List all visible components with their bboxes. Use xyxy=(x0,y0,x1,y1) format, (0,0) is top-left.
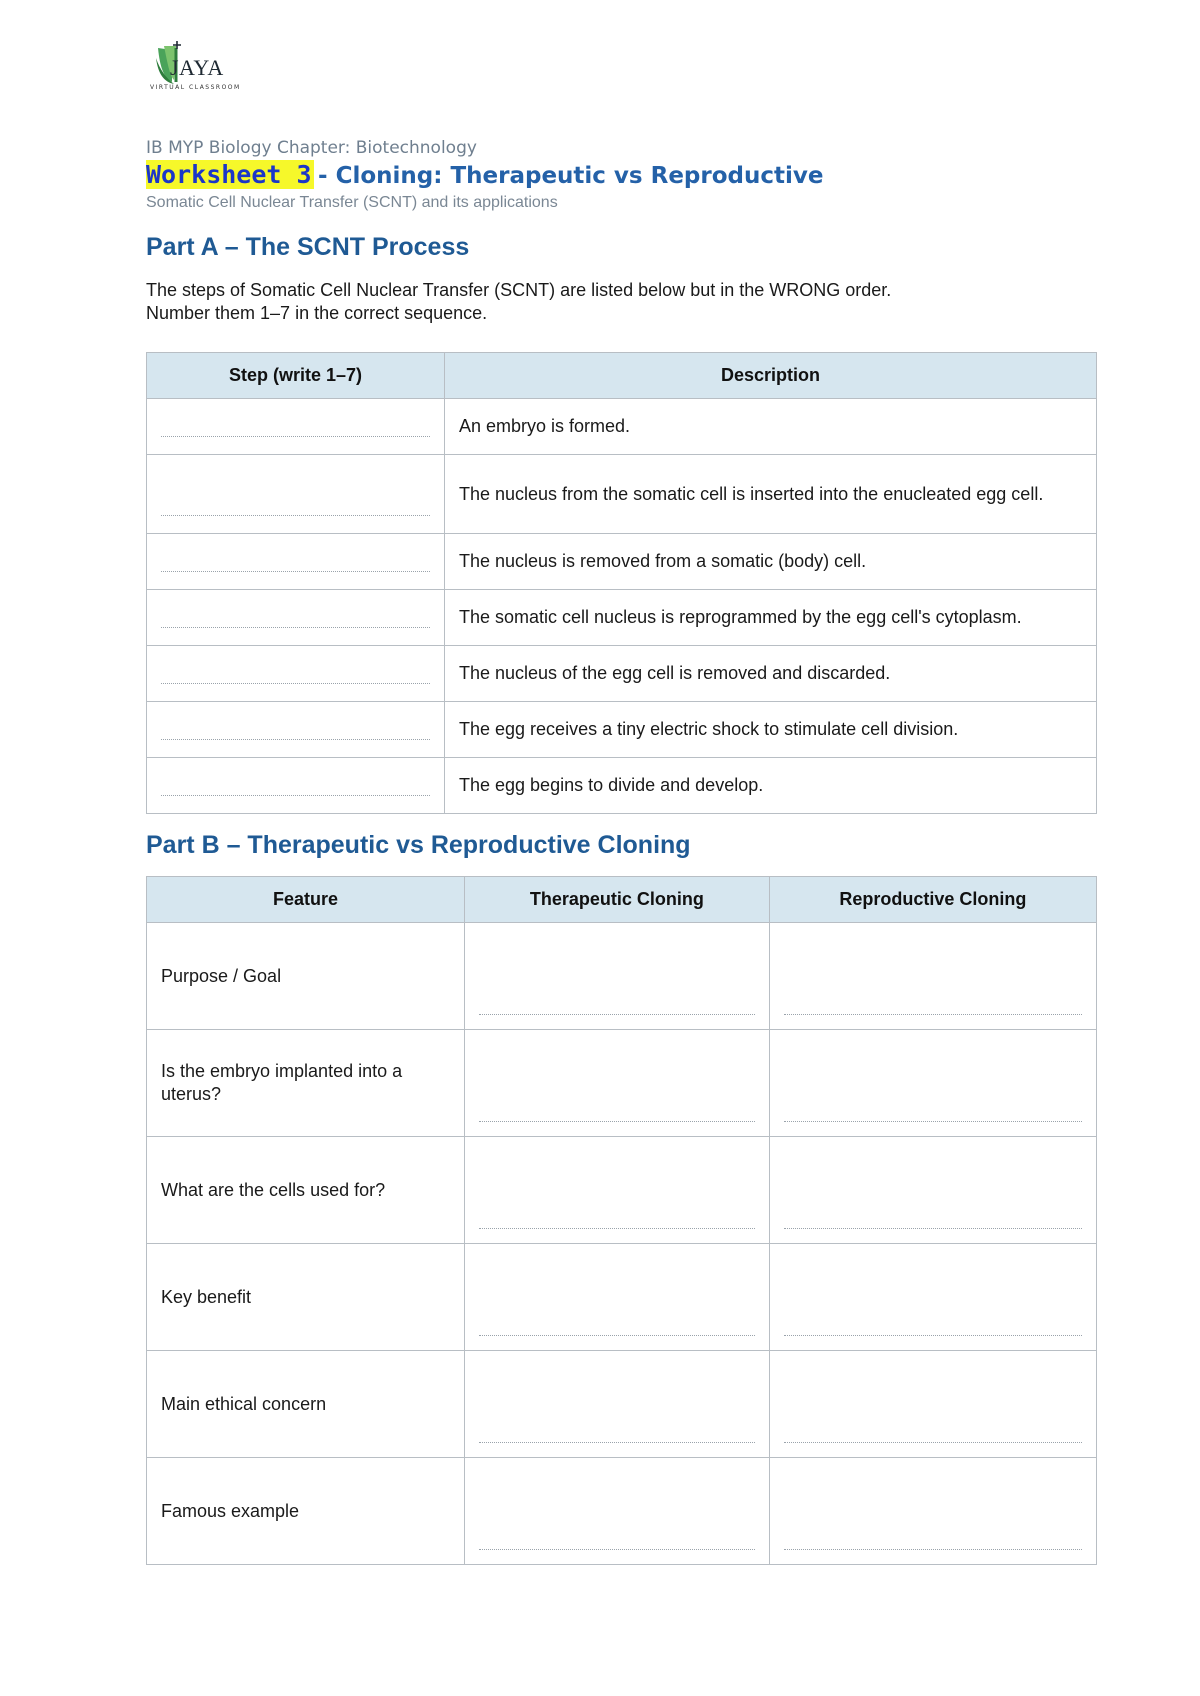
therapeutic-answer-field[interactable] xyxy=(465,923,770,1030)
column-header-therapeutic: Therapeutic Cloning xyxy=(465,877,770,923)
column-header-reproductive: Reproductive Cloning xyxy=(769,877,1096,923)
table-row xyxy=(147,646,1097,702)
worksheet-subtitle: Somatic Cell Nuclear Transfer (SCNT) and its applications xyxy=(146,194,558,211)
step-description: The nucleus from the somatic cell is inserted into the enucleated egg cell. xyxy=(445,455,1097,534)
feature-label: What are the cells used for? xyxy=(147,1137,465,1244)
worksheet-label: Worksheet 3 xyxy=(146,160,312,189)
table-row xyxy=(147,1030,1097,1137)
feature-label: Main ethical concern xyxy=(147,1351,465,1458)
table-row xyxy=(147,923,1097,1030)
step-description: The egg begins to divide and develop. xyxy=(445,758,1097,814)
instruction-line-2: Number them 1–7 in the correct sequence. xyxy=(146,303,488,323)
scnt-steps-table xyxy=(146,352,1097,814)
part-a-heading: Part A – The SCNT Process xyxy=(146,233,470,261)
step-description: The somatic cell nucleus is reprogrammed by the egg cell's cytoplasm. xyxy=(445,590,1097,646)
worksheet-title-text: - Cloning: Therapeutic vs Reproductive xyxy=(318,163,824,189)
reproductive-answer-field[interactable] xyxy=(769,923,1096,1030)
column-header-step: Step (write 1–7) xyxy=(147,353,445,399)
feature-label: Is the embryo implanted into a uterus? xyxy=(147,1030,465,1137)
step-number-field[interactable] xyxy=(147,646,445,702)
step-description: An embryo is formed. xyxy=(445,399,1097,455)
table-row xyxy=(147,534,1097,590)
step-number-field[interactable] xyxy=(147,455,445,534)
step-number-field[interactable] xyxy=(147,399,445,455)
step-description: The nucleus is removed from a somatic (body) cell. xyxy=(445,534,1097,590)
table-header-row xyxy=(147,353,1097,399)
therapeutic-answer-field[interactable] xyxy=(465,1137,770,1244)
feature-label: Key benefit xyxy=(147,1244,465,1351)
table-row xyxy=(147,399,1097,455)
table-row xyxy=(147,1137,1097,1244)
step-description: The nucleus of the egg cell is removed and discarded. xyxy=(445,646,1097,702)
reproductive-answer-field[interactable] xyxy=(769,1458,1096,1565)
therapeutic-answer-field[interactable] xyxy=(465,1458,770,1565)
reproductive-answer-field[interactable] xyxy=(769,1030,1096,1137)
step-number-field[interactable] xyxy=(147,702,445,758)
therapeutic-answer-field[interactable] xyxy=(465,1244,770,1351)
feature-label: Famous example xyxy=(147,1458,465,1565)
column-header-feature: Feature xyxy=(147,877,465,923)
therapeutic-answer-field[interactable] xyxy=(465,1351,770,1458)
reproductive-answer-field[interactable] xyxy=(769,1351,1096,1458)
table-header-row xyxy=(147,877,1097,923)
logo-name: JAYA xyxy=(170,55,224,80)
part-a-instructions xyxy=(146,279,1046,325)
feature-label: Purpose / Goal xyxy=(147,923,465,1030)
table-row xyxy=(147,702,1097,758)
reproductive-answer-field[interactable] xyxy=(769,1244,1096,1351)
step-description: The egg receives a tiny electric shock to stimulate cell division. xyxy=(445,702,1097,758)
table-row xyxy=(147,590,1097,646)
therapeutic-answer-field[interactable] xyxy=(465,1030,770,1137)
table-row xyxy=(147,455,1097,534)
table-row xyxy=(147,1458,1097,1565)
table-row xyxy=(147,1351,1097,1458)
worksheet-title xyxy=(146,160,823,194)
column-header-description: Description xyxy=(445,353,1097,399)
table-row xyxy=(147,1244,1097,1351)
step-number-field[interactable] xyxy=(147,590,445,646)
cloning-comparison-table xyxy=(146,876,1097,1565)
step-number-field[interactable] xyxy=(147,758,445,814)
table-row xyxy=(147,758,1097,814)
chapter-label: IB MYP Biology Chapter: Biotechnology xyxy=(146,138,477,158)
logo-tagline: VIRTUAL CLASSROOM xyxy=(150,84,241,91)
instruction-line-1: The steps of Somatic Cell Nuclear Transfer (SCNT) are listed below but in the WRONG order. xyxy=(146,280,892,300)
part-b-heading: Part B – Therapeutic vs Reproductive Cloning xyxy=(146,831,691,859)
reproductive-answer-field[interactable] xyxy=(769,1137,1096,1244)
step-number-field[interactable] xyxy=(147,534,445,590)
